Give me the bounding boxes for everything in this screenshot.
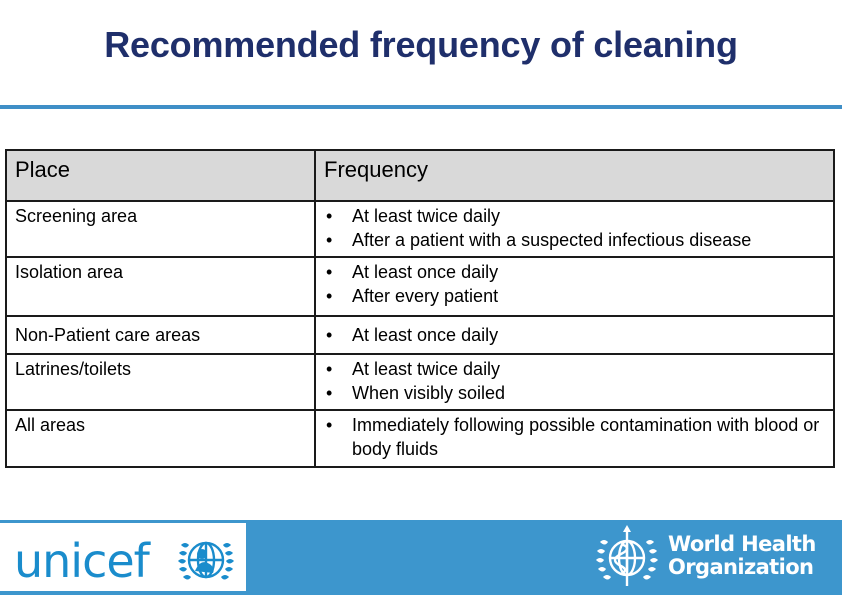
- table-row: [6, 316, 834, 354]
- title-divider: [0, 105, 842, 109]
- frequency-item: • After every patient: [324, 284, 825, 308]
- header-frequency: Frequency: [315, 150, 834, 201]
- table-header-row: [6, 150, 834, 201]
- frequency-table: [5, 149, 835, 468]
- frequency-cell: [315, 316, 834, 354]
- table-row: [6, 410, 834, 467]
- place-cell: Non-Patient care areas: [6, 316, 315, 354]
- who-wordmark-line: Organization: [668, 555, 814, 579]
- frequency-item: • At least once daily: [324, 260, 825, 284]
- table-row: [6, 201, 834, 257]
- frequency-cell: [315, 201, 834, 257]
- who-emblem-icon: [590, 522, 664, 592]
- frequency-item: • At least twice daily: [324, 204, 825, 228]
- frequency-item: • Immediately following possible contamination with blood or body fluids: [324, 413, 825, 461]
- table-row: [6, 257, 834, 316]
- place-cell: Latrines/toilets: [6, 354, 315, 410]
- page-title: Recommended frequency of cleaning: [104, 24, 738, 65]
- frequency-item: • At least twice daily: [324, 357, 825, 381]
- frequency-cell: [315, 257, 834, 316]
- place-cell: Isolation area: [6, 257, 315, 316]
- header-place: Place: [6, 150, 315, 201]
- who-wordmark-line: World Health: [668, 532, 816, 556]
- who-wordmark: [668, 533, 816, 579]
- table-row: [6, 354, 834, 410]
- place-cell: Screening area: [6, 201, 315, 257]
- frequency-item: • At least once daily: [324, 323, 825, 347]
- frequency-item: • After a patient with a suspected infectious disease: [324, 228, 825, 252]
- frequency-item: • When visibly soiled: [324, 381, 825, 405]
- frequency-cell: [315, 410, 834, 467]
- unicef-wordmark: unicef: [14, 534, 149, 588]
- place-cell: All areas: [6, 410, 315, 467]
- unicef-emblem-icon: [175, 531, 237, 589]
- frequency-cell: [315, 354, 834, 410]
